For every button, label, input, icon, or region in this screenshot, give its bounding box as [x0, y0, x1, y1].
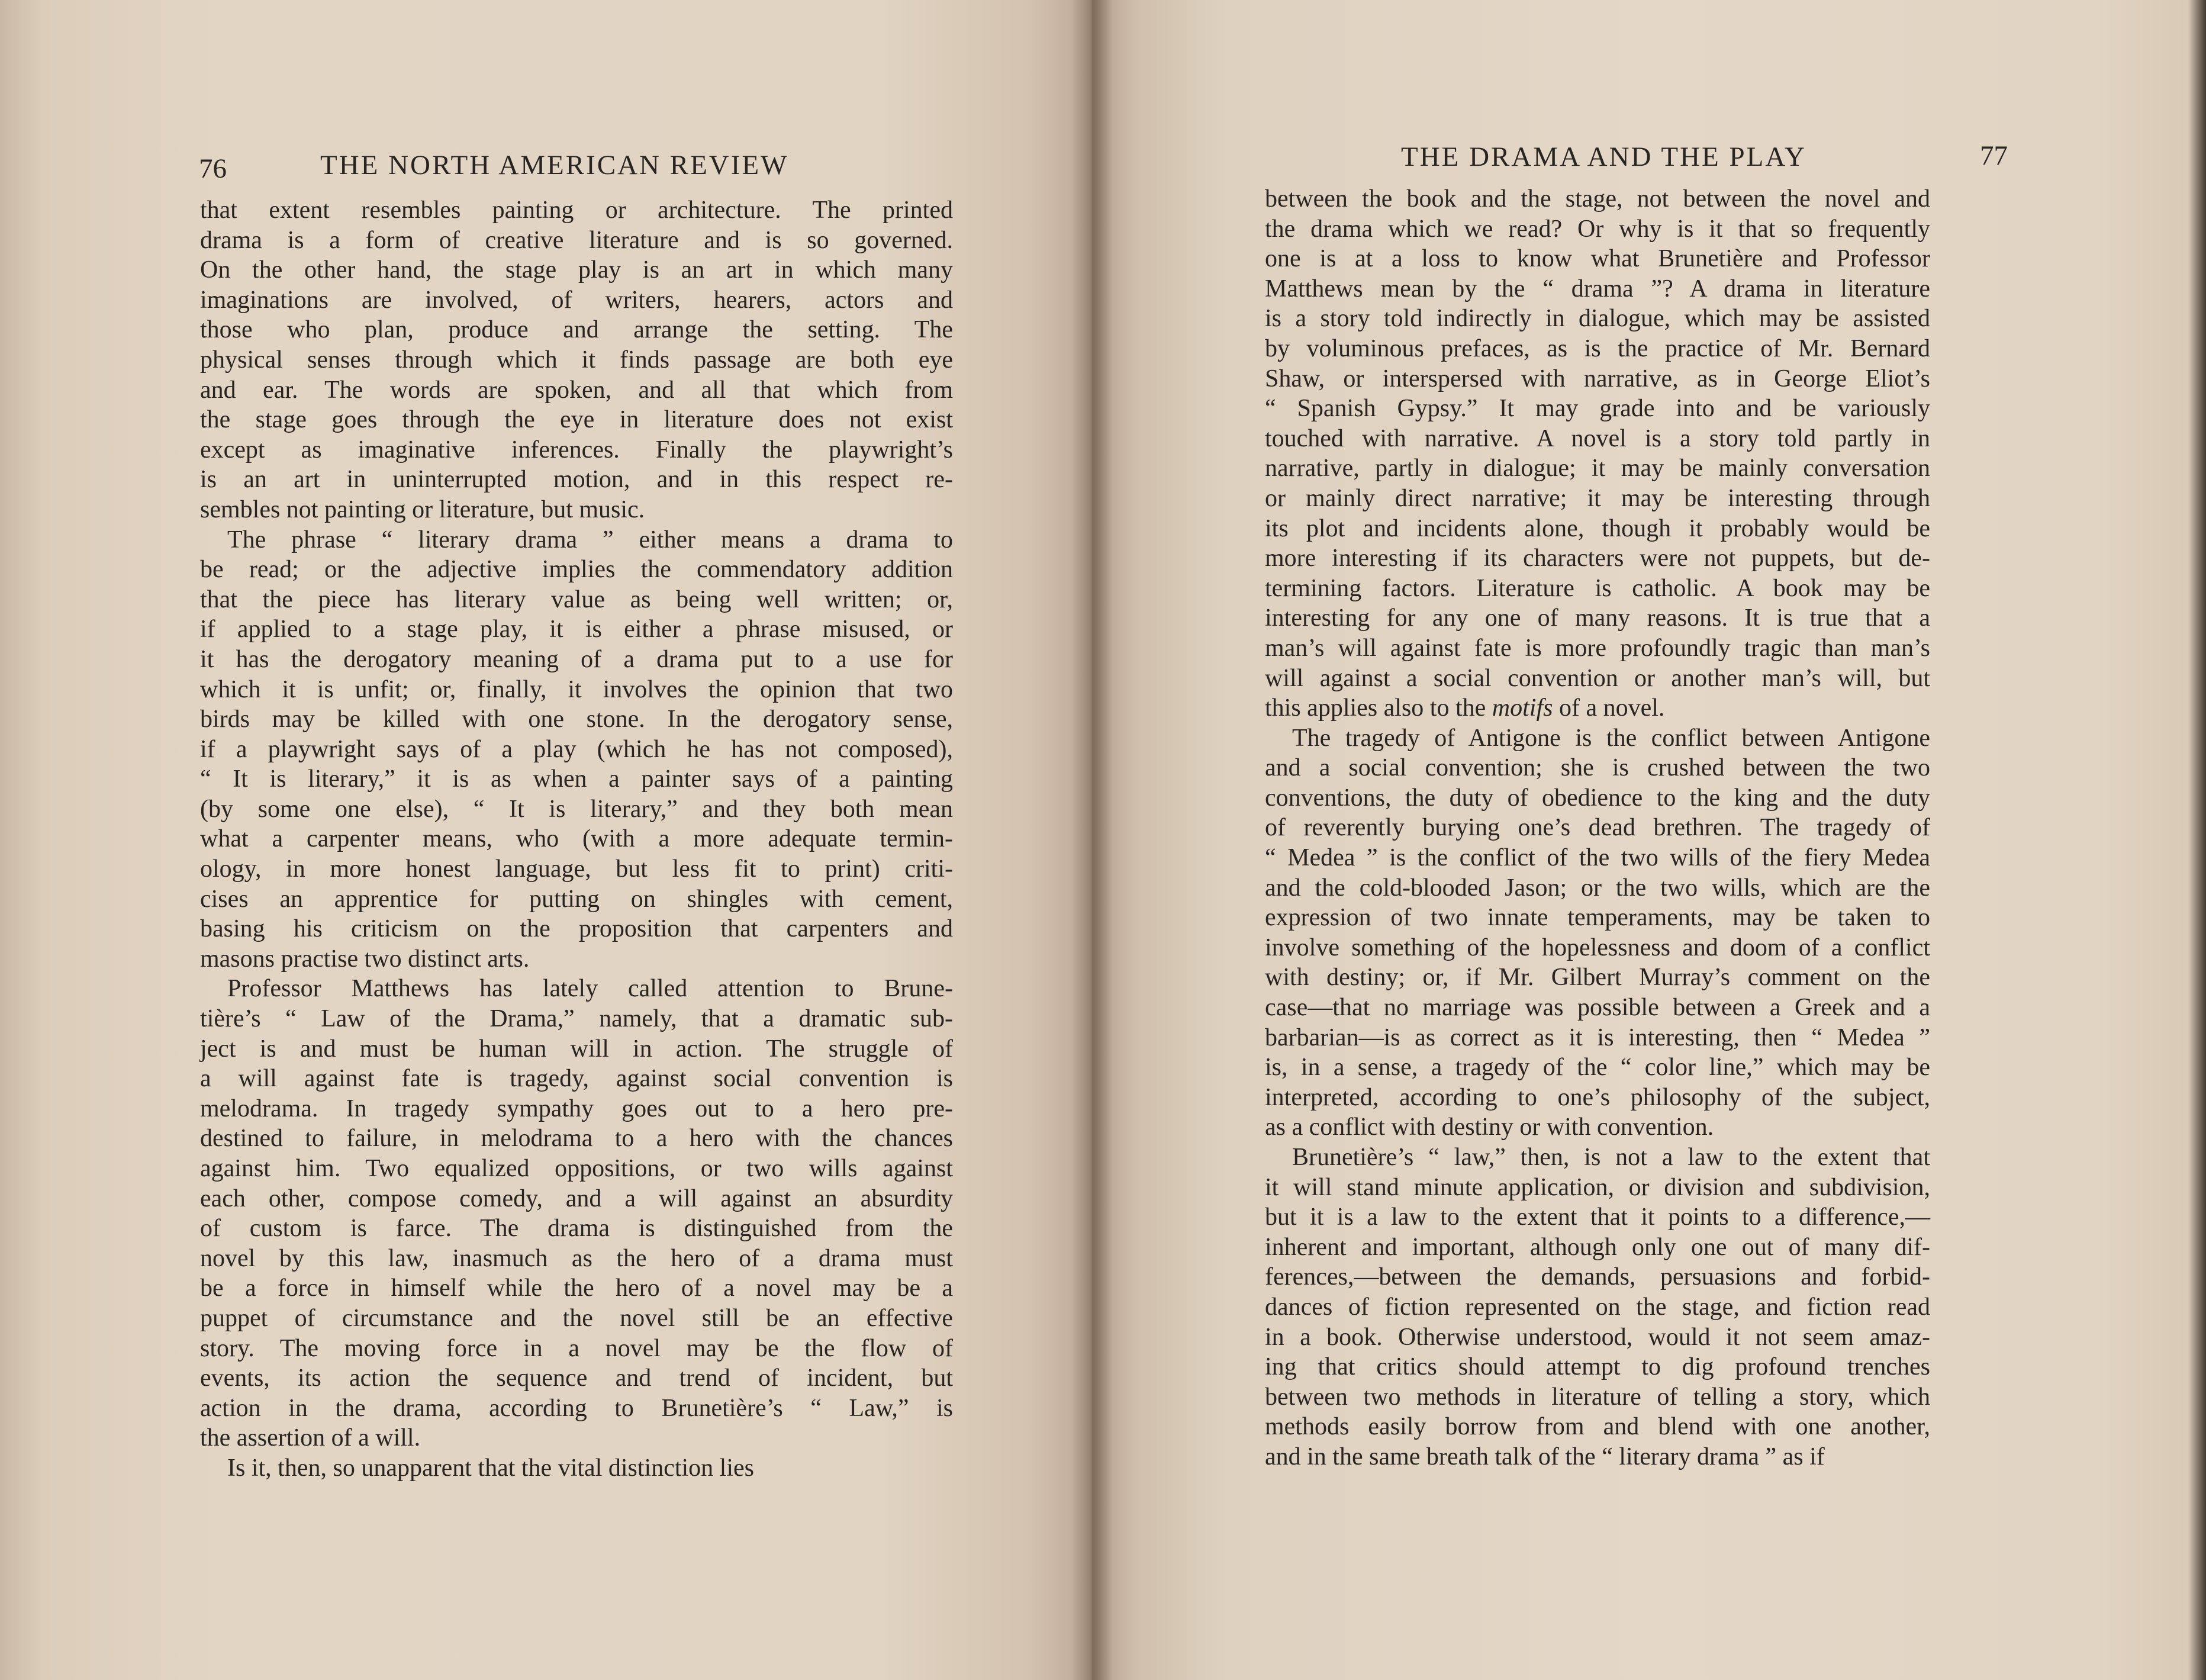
- text-line: of reverently burying one’s dead brethren. The tragedy of: [1265, 814, 1930, 842]
- text-line: if applied to a stage play, it is either a phrase misused, or: [200, 616, 953, 643]
- text-line: the assertion of a will.: [200, 1424, 421, 1452]
- right-running-head: THE DRAMA AND THE PLAY: [1401, 141, 1806, 172]
- text-line: man’s will against fate is more profoundly tragic than man’s: [1265, 634, 1930, 662]
- left-page: [0, 0, 1092, 1680]
- text-line: the stage goes through the eye in literature does not exist: [200, 406, 953, 434]
- right-page-text: [1265, 184, 1930, 1472]
- text-fragment: of a novel.: [1553, 694, 1665, 722]
- text-line: more interesting if its characters were not puppets, but de-: [1265, 545, 1930, 572]
- left-page-text: [200, 195, 953, 1483]
- text-line: Matthews mean by the “ drama ”? A drama in literature: [1265, 275, 1930, 302]
- left-running-head: THE NORTH AMERICAN REVIEW: [320, 150, 789, 181]
- text-line: events, its action the sequence and trend of incident, but: [200, 1364, 953, 1392]
- text-line: sembles not painting or literature, but music.: [200, 495, 645, 523]
- text-line: basing his criticism on the proposition that carpenters and: [200, 915, 953, 943]
- text-line: interpreted, according to one’s philosophy of the subject,: [1265, 1083, 1930, 1111]
- text-line: story. The moving force in a novel may be the flow of: [200, 1334, 953, 1362]
- text-line: is a story told indirectly in dialogue, which may be assisted: [1265, 305, 1930, 333]
- text-line: between two methods in literature of telling a story, which: [1265, 1383, 1930, 1411]
- text-line: drama is a form of creative literature and is so governed.: [200, 226, 953, 254]
- text-line: narrative, partly in dialogue; it may be mainly conversation: [1265, 455, 1930, 482]
- text-line: is an art in uninterrupted motion, and in this respect re-: [200, 466, 953, 494]
- text-line: imaginations are involved, of writers, hearers, actors and: [200, 286, 953, 314]
- text-line: will against a social convention or another man’s will, but: [1265, 664, 1930, 692]
- text-line: The tragedy of Antigone is the conflict between Antigone: [1292, 724, 1930, 752]
- left-page-number: 76: [199, 153, 227, 184]
- text-line: is, in a sense, a tragedy of the “ color line,” which may be: [1265, 1054, 1930, 1082]
- text-line: tière’s “ Law of the Drama,” namely, that a dramatic sub-: [200, 1005, 953, 1033]
- text-line: against him. Two equalized oppositions, or two wills against: [200, 1155, 953, 1182]
- right-page: [1092, 0, 2206, 1680]
- text-line: be a force in himself while the hero of a novel may be a: [200, 1275, 953, 1302]
- text-line: the drama which we read? Or why is it that so frequently: [1265, 215, 1930, 243]
- text-line: by voluminous prefaces, as is the practice of Mr. Bernard: [1265, 334, 1930, 362]
- text-line: if a playwright says of a play (which he has not composed),: [200, 735, 953, 763]
- text-line: involve something of the hopelessness and doom of a conflict: [1265, 934, 1930, 961]
- text-line: ology, in more honest language, but less fit to print) criti-: [200, 855, 953, 883]
- text-line: birds may be killed with one stone. In the derogatory sense,: [200, 706, 953, 733]
- text-line: ject is and must be human will in action. The struggle of: [200, 1035, 953, 1063]
- text-line: or mainly direct narrative; it may be interesting through: [1265, 484, 1930, 512]
- text-line: a will against fate is tragedy, against social convention is: [200, 1065, 953, 1093]
- text-line: Brunetière’s “ law,” then, is not a law to the extent that: [1292, 1144, 1930, 1171]
- text-line: puppet of circumstance and the novel still be an effective: [200, 1304, 953, 1332]
- text-line: it has the derogatory meaning of a drama put to a use for: [200, 645, 953, 673]
- text-line: termining factors. Literature is catholic. A book may be: [1265, 574, 1930, 602]
- text-line: dances of fiction represented on the stage, and fiction read: [1265, 1293, 1930, 1321]
- text-line: cises an apprentice for putting on shingles with cement,: [200, 885, 953, 913]
- text-line: with destiny; or, if Mr. Gilbert Murray’s comment on the: [1265, 964, 1930, 992]
- text-line: those who plan, produce and arrange the setting. The: [200, 316, 953, 344]
- text-line: melodrama. In tragedy sympathy goes out to a hero pre-: [200, 1095, 953, 1122]
- text-line: “ It is literary,” it is as when a painter says of a painting: [200, 765, 953, 793]
- text-line: as a conflict with destiny or with convention.: [1265, 1113, 1714, 1141]
- text-line: conventions, the duty of obedience to the king and the duty: [1265, 784, 1930, 812]
- text-line: that the piece has literary value as being well written; or,: [200, 585, 953, 613]
- text-line: which it is unfit; or, finally, it involves the opinion that two: [200, 675, 953, 703]
- text-line: interesting for any one of many reasons. It is true that a: [1265, 604, 1930, 632]
- book-gutter: [1071, 0, 1113, 1680]
- text-line: Professor Matthews has lately called attention to Brune-: [227, 975, 953, 1003]
- text-fragment: this applies also to the: [1265, 694, 1492, 722]
- text-line: expression of two innate temperaments, may be taken to: [1265, 904, 1930, 932]
- text-line: it will stand minute application, or division and subdivision,: [1265, 1173, 1930, 1201]
- text-line: that extent resembles painting or architecture. The printed: [200, 197, 953, 224]
- text-line: but it is a law to the extent that it points to a difference,—: [1265, 1203, 1930, 1231]
- text-line: On the other hand, the stage play is an art in which many: [200, 256, 953, 284]
- text-line: masons practise two distinct arts.: [200, 945, 530, 973]
- text-line: in a book. Otherwise understood, would it not seem amaz-: [1265, 1323, 1930, 1351]
- text-line: ferences,—between the demands, persuasions and forbid-: [1265, 1263, 1930, 1291]
- text-line: and ear. The words are spoken, and all that which from: [200, 376, 953, 404]
- text-line: ing that critics should attempt to dig profound trenches: [1265, 1353, 1930, 1381]
- text-line: inherent and important, although only one out of many dif-: [1265, 1233, 1930, 1261]
- text-line: except as imaginative inferences. Finally the playwright’s: [200, 436, 953, 464]
- text-line: be read; or the adjective implies the commendatory addition: [200, 556, 953, 584]
- text-line: touched with narrative. A novel is a story told partly in: [1265, 424, 1930, 452]
- page-edge-shadow: [2188, 0, 2206, 1680]
- text-line: Is it, then, so unapparent that the vital distinction lies: [227, 1454, 754, 1482]
- text-line: case—that no marriage was possible between a Greek and a: [1265, 994, 1930, 1022]
- text-line: barbarian—is as correct as it is interesting, then “ Medea ”: [1265, 1024, 1930, 1051]
- text-line: “ Spanish Gypsy.” It may grade into and be variously: [1265, 395, 1930, 423]
- text-line: what a carpenter means, who (with a more adequate termin-: [200, 825, 953, 853]
- text-line: and in the same breath talk of the “ literary drama ” as if: [1265, 1443, 1825, 1470]
- text-line: its plot and incidents alone, though it probably would be: [1265, 514, 1930, 542]
- text-line: between the book and the stage, not between the novel and: [1265, 185, 1930, 213]
- text-line: Shaw, or interspersed with narrative, as in George Eliot’s: [1265, 365, 1930, 392]
- text-line: each other, compose comedy, and a will against an absurdity: [200, 1185, 953, 1212]
- text-line: one is at a loss to know what Brunetière and Professor: [1265, 245, 1930, 273]
- text-line: The phrase “ literary drama ” either means a drama to: [227, 526, 953, 553]
- text-line: of custom is farce. The drama is distinguished from the: [200, 1215, 953, 1243]
- text-line: methods easily borrow from and blend with one another,: [1265, 1413, 1930, 1441]
- text-line: novel by this law, inasmuch as the hero of a drama must: [200, 1244, 953, 1272]
- text-line-with-italic: [1265, 693, 1930, 723]
- italic-word: motifs: [1492, 694, 1553, 722]
- text-line: action in the drama, according to Brunetière’s “ Law,” is: [200, 1394, 953, 1422]
- right-page-number: 77: [1980, 140, 2008, 171]
- text-line: and a social convention; she is crushed between the two: [1265, 754, 1930, 782]
- text-line: destined to failure, in melodrama to a hero with the chances: [200, 1125, 953, 1153]
- text-line: (by some one else), “ It is literary,” and they both mean: [200, 795, 953, 823]
- text-line: physical senses through which it finds passage are both eye: [200, 346, 953, 374]
- text-line: “ Medea ” is the conflict of the two wills of the fiery Medea: [1265, 844, 1930, 872]
- text-line: and the cold-blooded Jason; or the two wills, which are the: [1265, 874, 1930, 902]
